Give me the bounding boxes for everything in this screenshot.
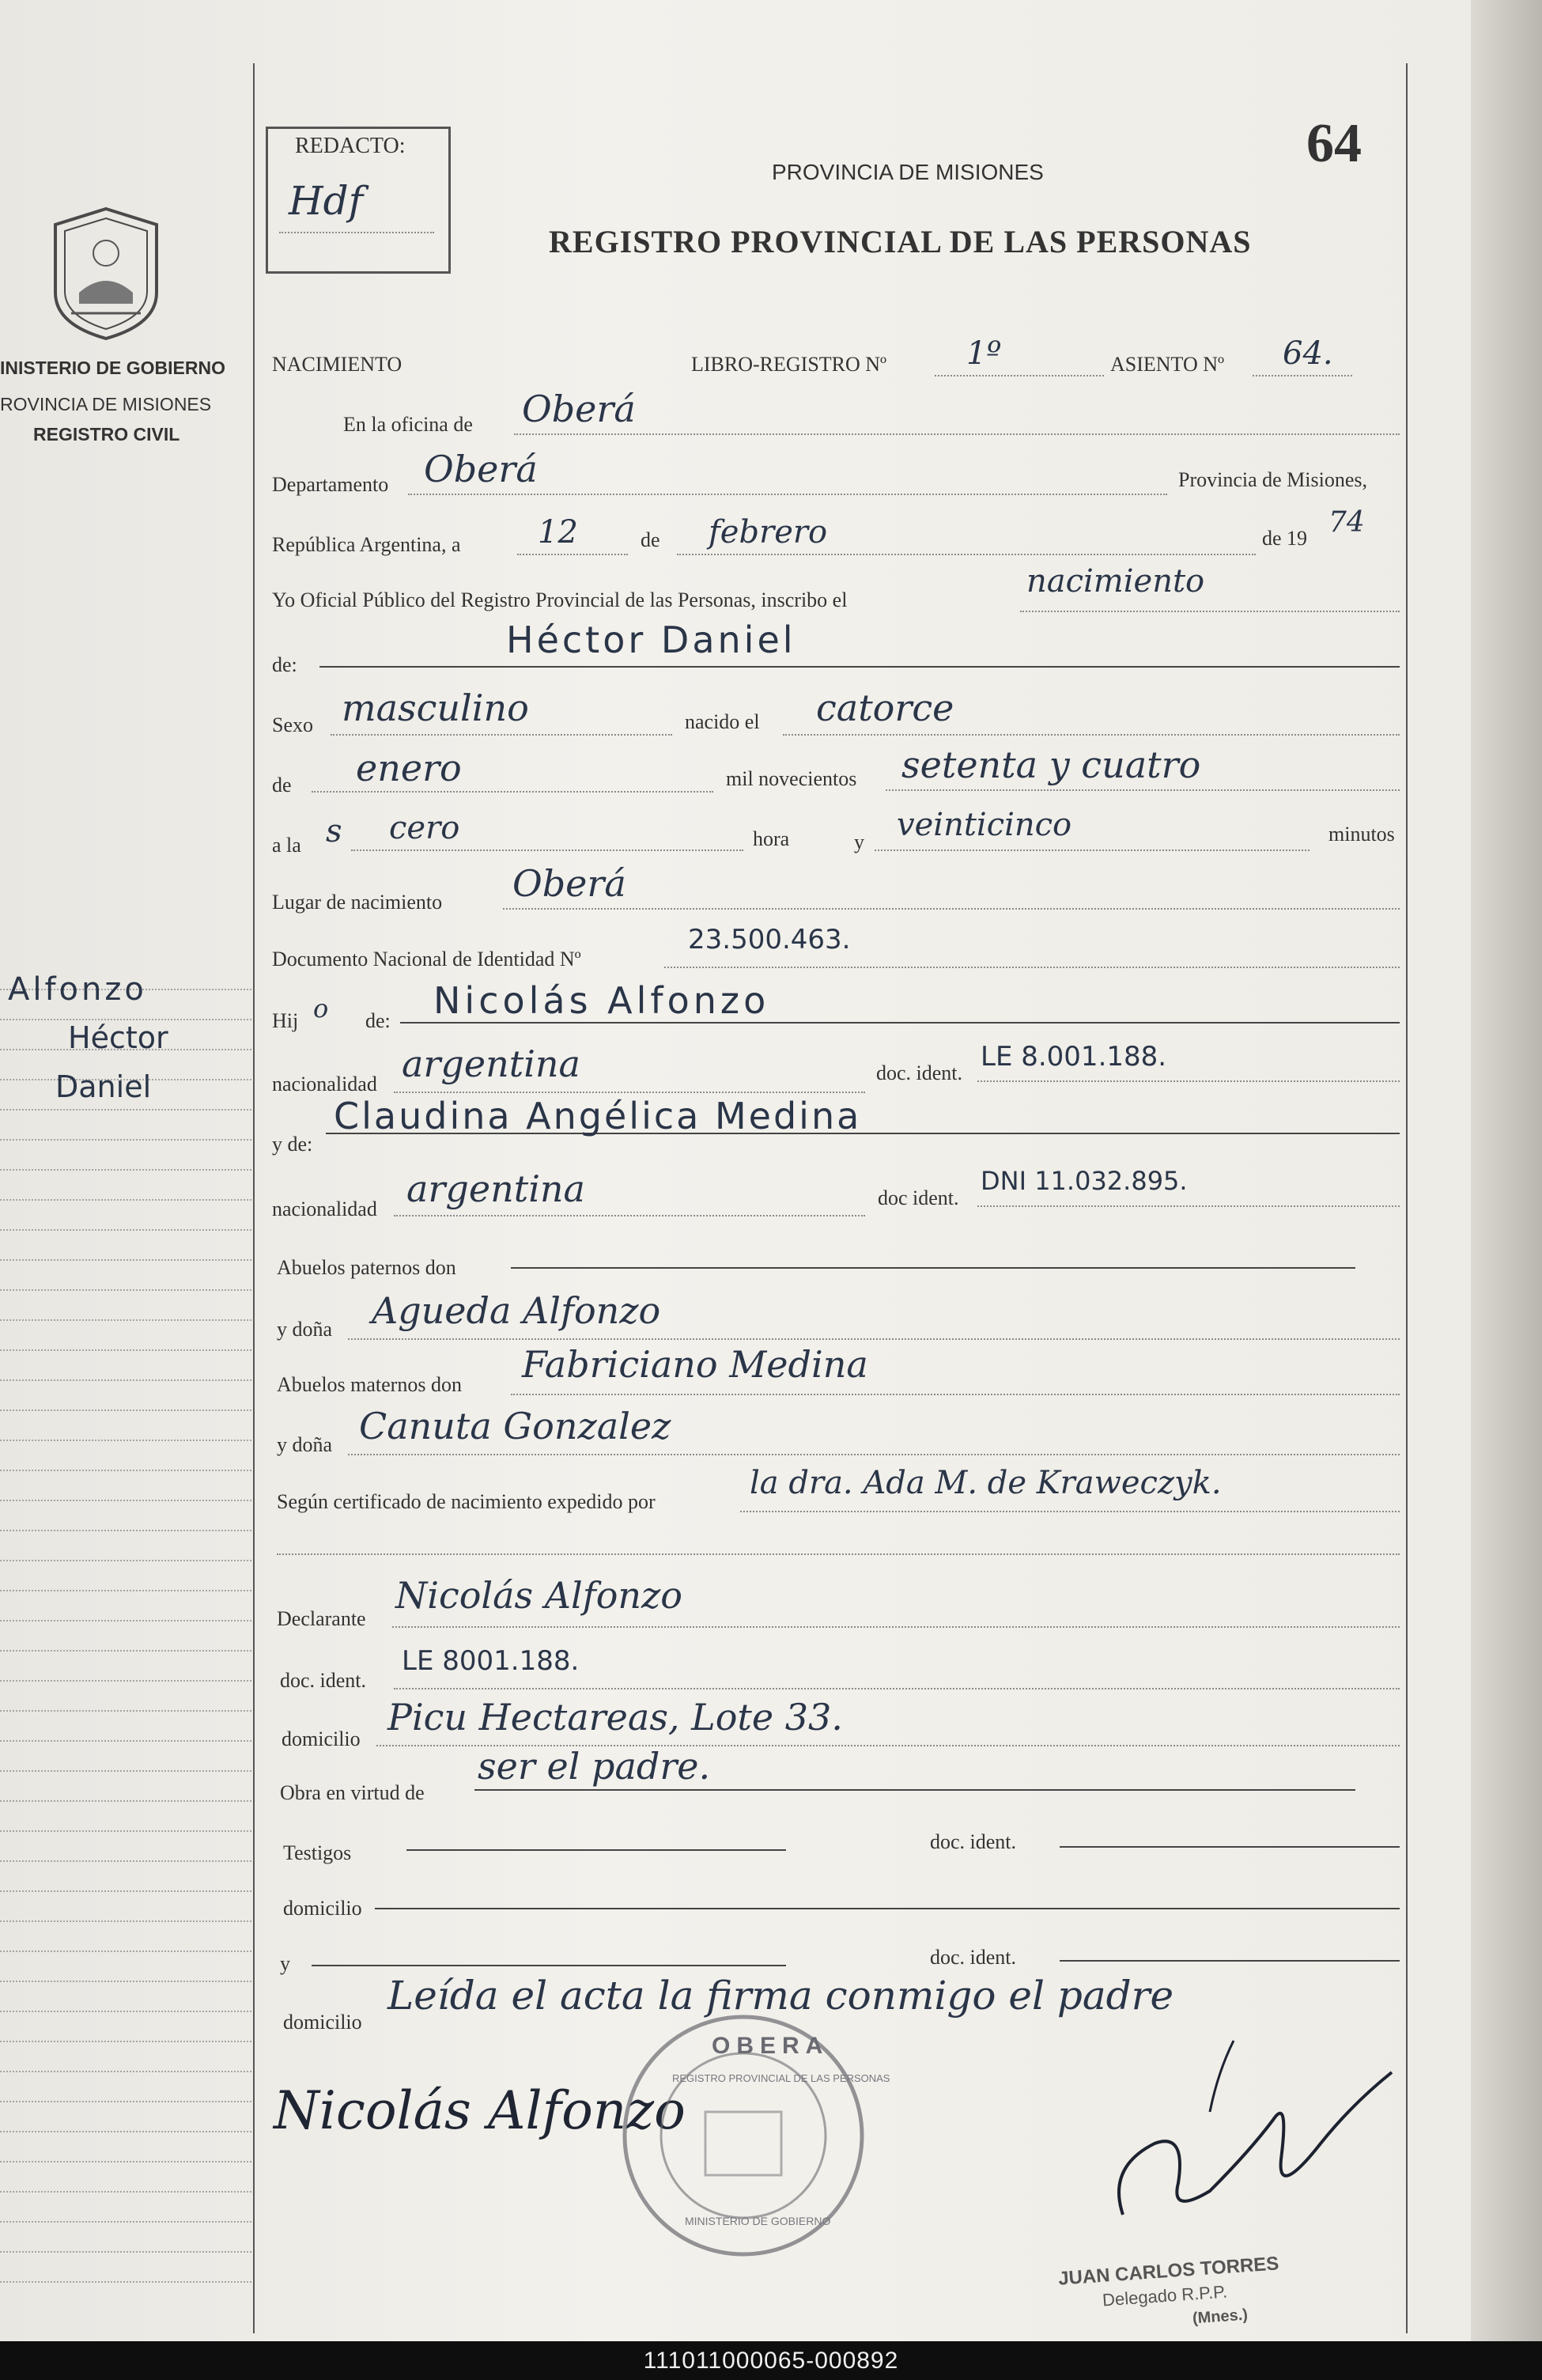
asiento-label: ASIENTO Nº — [1110, 353, 1225, 376]
test-dom2-label: domicilio — [283, 2011, 362, 2034]
margin-ruled-line — [0, 1860, 251, 1862]
libro-line — [935, 375, 1104, 376]
declarante-value: Nicolás Alfonzo — [395, 1574, 682, 1617]
margin-ruled-line — [0, 1109, 251, 1111]
day-line — [517, 554, 628, 555]
testigo-dom-line — [375, 1908, 1400, 1909]
margin-ruled-line — [0, 1951, 251, 1952]
margin-ruled-line — [0, 1440, 251, 1441]
margin-ruled-line — [0, 1169, 251, 1171]
nacionalidad2-label: nacionalidad — [272, 1198, 377, 1220]
certificado-value: la dra. Ada M. de Kraweczyk. — [750, 1465, 1222, 1501]
sexo-value: masculino — [342, 687, 529, 729]
test-doc-label: doc. ident. — [930, 1830, 1017, 1853]
officer-signature-icon — [1091, 2025, 1408, 2246]
closing-statement: Leída el acta la firma conmigo el padre — [387, 1973, 1174, 2019]
doc-ident-label: doc. ident. — [876, 1061, 963, 1084]
margin-ruled-line — [0, 1830, 251, 1832]
departamento-value: Oberá — [424, 448, 538, 490]
dni-line — [664, 967, 1400, 968]
margin-ruled-line — [0, 1289, 251, 1291]
stamp-ring-text: REGISTRO PROVINCIAL DE LAS PERSONAS — [672, 2072, 890, 2084]
margin-ruled-line — [0, 2281, 251, 2283]
obra-label: Obra en virtud de — [280, 1781, 425, 1804]
domicilio-value: Picu Hectareas, Lote 33. — [387, 1696, 843, 1739]
margin-ruled-line — [0, 2251, 251, 2253]
margin-ruled-line — [0, 1770, 251, 1772]
mother-nat-value: argentina — [406, 1167, 585, 1210]
testigo2-line — [312, 1965, 786, 1966]
minutos-line — [875, 849, 1310, 851]
testigo-line — [406, 1849, 786, 1851]
minutos-value: veinticinco — [897, 807, 1072, 843]
margin-ruled-line — [0, 1199, 251, 1201]
ala-value: s — [326, 813, 342, 849]
margin-ruled-line — [0, 1740, 251, 1742]
registro-civil-line: REGISTRO CIVIL — [33, 424, 180, 445]
officer-place: (Mnes.) — [1192, 2306, 1249, 2328]
margin-note-name1: Héctor — [68, 1020, 168, 1055]
obra-line — [474, 1789, 1355, 1791]
lugar-label: Lugar de nacimiento — [272, 891, 443, 914]
certificado-line-2 — [277, 1553, 1400, 1555]
hijo-label: Hij — [272, 1009, 299, 1032]
de-name-label: de: — [272, 653, 297, 676]
testigos-label: Testigos — [283, 1841, 352, 1864]
abuela-pat-value: Agueda Alfonzo — [372, 1289, 661, 1332]
barcode-text: 111011000065-000892 — [643, 2348, 899, 2374]
y-label: y — [854, 831, 864, 853]
sexo-line — [331, 734, 672, 736]
nacido-line — [783, 734, 1400, 736]
birth-year-line — [886, 789, 1400, 791]
father-line — [400, 1022, 1400, 1024]
margin-ruled-line — [0, 1349, 251, 1351]
father-nat-value: argentina — [402, 1042, 580, 1085]
de-label-1: de — [641, 528, 660, 551]
asiento-value: 64. — [1283, 335, 1333, 372]
margin-ruled-line — [0, 2221, 251, 2223]
hora-value: cero — [389, 810, 460, 846]
name-line — [319, 666, 1400, 668]
year-label: de 19 — [1262, 527, 1308, 550]
decl-doc-value: LE 8001.188. — [402, 1645, 580, 1677]
margin-ruled-line — [0, 1229, 251, 1231]
certificado-label: Según certificado de nacimiento expedido por — [277, 1490, 656, 1513]
abuelo-pat-line — [511, 1267, 1355, 1269]
registry-title: REGISTRO PROVINCIAL DE LAS PERSONAS — [549, 224, 1252, 259]
provincia-suffix: Provincia de Misiones, — [1178, 468, 1368, 491]
nacido-label: nacido el — [685, 710, 760, 733]
margin-ruled-line — [0, 1650, 251, 1652]
margin-ruled-line — [0, 2011, 251, 2012]
libro-value: 1º — [966, 335, 1002, 372]
margin-ruled-line — [0, 2041, 251, 2042]
birth-month-value: enero — [356, 747, 462, 789]
margin-ruled-line — [0, 1409, 251, 1411]
nacido-value: catorce — [816, 687, 954, 729]
abuelo-mat-line — [511, 1394, 1400, 1395]
test-y-label: y — [280, 1952, 290, 1975]
ministry-line: INISTERIO DE GOBIERNO — [0, 358, 225, 378]
month-line — [677, 554, 1256, 555]
sexo-label: Sexo — [272, 713, 313, 736]
province-header: PROVINCIA DE MISIONES — [772, 160, 1044, 184]
margin-ruled-line — [0, 1500, 251, 1501]
abuela-mat-value: Canuta Gonzalez — [359, 1405, 671, 1447]
margin-ruled-line — [0, 1530, 251, 1531]
column-divider-left — [253, 63, 255, 2333]
mother-name-value: Claudina Angélica Medina — [334, 1095, 862, 1137]
officer-title: Delegado R.P.P. — [1102, 2281, 1228, 2310]
margin-ruled-line — [0, 1981, 251, 1982]
abuelos-pat-label: Abuelos paternos don — [277, 1256, 456, 1279]
declarante-label: Declarante — [277, 1607, 366, 1630]
certificado-line — [740, 1511, 1400, 1512]
redacto-label: REDACTO: — [295, 134, 406, 158]
decl-doc-label: doc. ident. — [280, 1669, 367, 1692]
margin-ruled-line — [0, 1560, 251, 1561]
year-value: 74 — [1328, 506, 1365, 539]
hora-line — [351, 849, 743, 851]
officer-name: JUAN CARLOS TORRES — [1057, 2253, 1280, 2290]
doc-ident2-label: doc ident. — [878, 1186, 959, 1209]
ydona-label: y doña — [277, 1318, 333, 1341]
stamp-ring-text-2: MINISTERIO DE GOBIERNO — [685, 2215, 831, 2227]
redacto-initials: Hdf — [289, 178, 364, 224]
margin-ruled-line — [0, 1920, 251, 1922]
hora-label: hora — [753, 827, 790, 850]
margin-ruled-line — [0, 1319, 251, 1321]
margin-ruled-line — [0, 2131, 251, 2132]
father-doc-line — [977, 1080, 1400, 1082]
father-doc-value: LE 8.001.188. — [981, 1041, 1167, 1073]
asiento-line — [1253, 375, 1352, 376]
margin-note-surname: Alfonzo — [8, 971, 147, 1008]
ala-label: a la — [272, 834, 301, 857]
libro-label: LIBRO-REGISTRO Nº — [691, 353, 887, 376]
oficina-label: En la oficina de — [343, 413, 473, 436]
mother-doc-line — [977, 1205, 1400, 1207]
de-label-2: de — [272, 774, 292, 796]
margin-ruled-line — [0, 2191, 251, 2193]
margin-ruled-line — [0, 1379, 251, 1381]
abuelo-mat-value: Fabriciano Medina — [522, 1343, 868, 1386]
republica-label: República Argentina, a — [272, 533, 461, 556]
margin-ruled-line — [0, 2161, 251, 2162]
yde-label: y de: — [272, 1133, 313, 1156]
domicilio-label: domicilio — [282, 1727, 361, 1750]
lugar-value: Oberá — [512, 862, 626, 905]
abuela-mat-line — [348, 1454, 1400, 1455]
column-divider-right — [1406, 63, 1408, 2333]
father-nat-line — [394, 1092, 865, 1093]
father-name-value: Nicolás Alfonzo — [433, 979, 770, 1022]
oficina-line — [514, 433, 1400, 435]
page-number: 64 — [1306, 113, 1362, 174]
act-type-label: NACIMIENTO — [272, 353, 403, 376]
margin-ruled-line — [0, 1710, 251, 1712]
child-name-value: Héctor Daniel — [506, 619, 796, 661]
test-dom-label: domicilio — [283, 1897, 362, 1920]
obra-value: ser el padre. — [478, 1745, 711, 1788]
page-edge — [1471, 0, 1542, 2341]
dni-value: 23.500.463. — [688, 924, 851, 955]
margin-ruled-line — [0, 2101, 251, 2102]
province-line: ROVINCIA DE MISIONES — [0, 394, 212, 414]
mother-nat-line — [394, 1215, 865, 1216]
day-value: 12 — [538, 514, 578, 551]
province-seal-icon — [47, 206, 164, 342]
inscribo-value: nacimiento — [1026, 563, 1205, 600]
margin-ruled-line — [0, 1259, 251, 1261]
oficina-value: Oberá — [522, 388, 636, 430]
margin-ruled-line — [0, 1470, 251, 1471]
minutos-label: minutos — [1328, 823, 1395, 846]
redacto-line — [279, 232, 434, 233]
margin-ruled-line — [0, 1800, 251, 1802]
margin-ruled-line — [0, 1620, 251, 1621]
mother-doc-value: DNI 11.032.895. — [981, 1166, 1188, 1196]
margin-ruled-line — [0, 1590, 251, 1591]
hijo-de-label: de: — [365, 1009, 391, 1032]
mil-novecientos-label: mil novecientos — [726, 767, 857, 790]
birth-month-line — [312, 791, 713, 793]
margin-note-name2: Daniel — [55, 1069, 152, 1104]
margin-ruled-line — [0, 2071, 251, 2072]
margin-ruled-line — [0, 1139, 251, 1141]
stamp-top-text: OBERA — [712, 2033, 830, 2059]
abuela-pat-line — [348, 1338, 1400, 1340]
departamento-label: Departamento — [272, 473, 389, 496]
birth-year-words: setenta y cuatro — [901, 744, 1201, 786]
hijo-suffix: o — [313, 993, 329, 1024]
test-doc2-label: doc. ident. — [930, 1946, 1017, 1969]
declarante-signature: Nicolás Alfonzo — [274, 2080, 686, 2141]
month-value: febrero — [709, 514, 828, 551]
abuelos-mat-label: Abuelos maternos don — [277, 1373, 462, 1396]
redacto-box — [266, 127, 451, 274]
decl-doc-line — [394, 1688, 1400, 1689]
ydona2-label: y doña — [277, 1433, 333, 1456]
departamento-line — [408, 494, 1167, 495]
declarante-line — [392, 1626, 1400, 1628]
margin-ruled-line — [0, 1890, 251, 1892]
yo-oficial-label: Yo Oficial Público del Registro Provincial de las Personas, inscribo el — [272, 588, 848, 611]
footer-bar — [0, 2341, 1542, 2380]
nacionalidad-label: nacionalidad — [272, 1073, 377, 1095]
dni-label: Documento Nacional de Identidad Nº — [272, 948, 581, 971]
margin-ruled-line — [0, 1680, 251, 1682]
lugar-line — [503, 908, 1400, 910]
inscribo-line — [1020, 611, 1400, 612]
testigo2-doc-line — [1060, 1960, 1400, 1962]
testigo-doc-line — [1060, 1846, 1400, 1848]
